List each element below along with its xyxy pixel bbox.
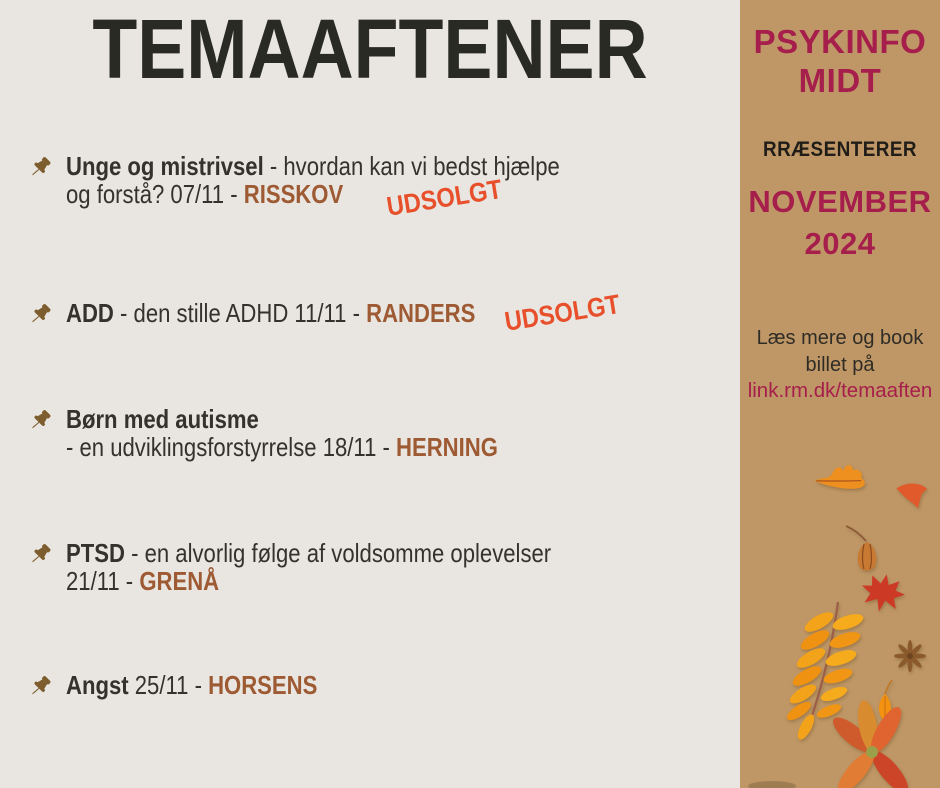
event-description: - hvordan kan vi bedst hjælpe — [263, 151, 560, 181]
event-row — [0, 671, 740, 699]
event-description: - en alvorlig følge af voldsomme oplevelser — [124, 538, 552, 568]
pushpin-icon — [26, 406, 54, 435]
pushpin-icon — [26, 153, 54, 182]
booking-link[interactable]: link.rm.dk/temaaften — [747, 379, 933, 402]
event-title: PTSD — [66, 538, 125, 568]
red-maple-leaf-icon — [857, 570, 908, 616]
soldout-badge: UDSOLGT — [384, 174, 504, 222]
event-location: RANDERS — [366, 298, 476, 328]
event-location: RISSKOV — [243, 179, 344, 209]
sidebar-panel — [740, 0, 940, 788]
cta-line-1: Læs mere og book — [756, 327, 924, 349]
event-description: - den stille ADHD 11/11 - — [113, 298, 367, 328]
brand-line-2: MIDT — [798, 62, 882, 99]
cta-line-2: billet på — [805, 354, 875, 376]
red-leaf-fragment-icon — [896, 480, 931, 512]
event-text — [66, 539, 639, 595]
event-description: - en udviklingsforstyrrelse 18/11 - — [66, 432, 397, 462]
virginia-creeper-leaf-icon — [828, 699, 914, 788]
shadow-blob — [748, 781, 796, 788]
pushpin-icon — [26, 300, 54, 329]
oak-leaf-icon — [814, 462, 866, 491]
event-row — [0, 539, 740, 595]
star-anise-icon — [894, 640, 926, 672]
event-description: 21/11 - — [66, 566, 140, 596]
event-location: GRENÅ — [139, 566, 220, 596]
event-title: Unge og mistrivsel — [66, 151, 264, 181]
month-name: NOVEMBER — [748, 184, 932, 219]
brand-name — [740, 22, 940, 100]
cta-text — [740, 325, 940, 379]
event-location: HORSENS — [208, 670, 318, 700]
presents-label: RRÆSENTERER — [762, 138, 918, 161]
page-title: TEMAAFTENER — [92, 2, 648, 96]
event-title: Angst — [66, 670, 129, 700]
event-text — [66, 405, 639, 461]
event-text — [66, 671, 639, 699]
month-label — [740, 181, 940, 265]
rowan-leaf-icon — [784, 602, 865, 742]
event-description: 25/11 - — [128, 670, 209, 700]
event-title: Børn med autisme — [66, 404, 259, 434]
pushpin-icon — [26, 672, 54, 701]
event-row — [0, 405, 740, 461]
event-row — [0, 289, 740, 337]
event-location: HERNING — [396, 432, 498, 462]
event-title: ADD — [66, 298, 114, 328]
event-description: og forstå? 07/11 - — [66, 179, 244, 209]
event-row — [0, 151, 740, 222]
brand-line-1: PSYKINFO — [753, 23, 927, 60]
pushpin-icon — [26, 540, 54, 569]
soldout-badge: UDSOLGT — [502, 289, 622, 337]
physalis-husk-icon — [846, 526, 876, 571]
event-text — [66, 152, 639, 208]
year-label: 2024 — [804, 226, 876, 261]
